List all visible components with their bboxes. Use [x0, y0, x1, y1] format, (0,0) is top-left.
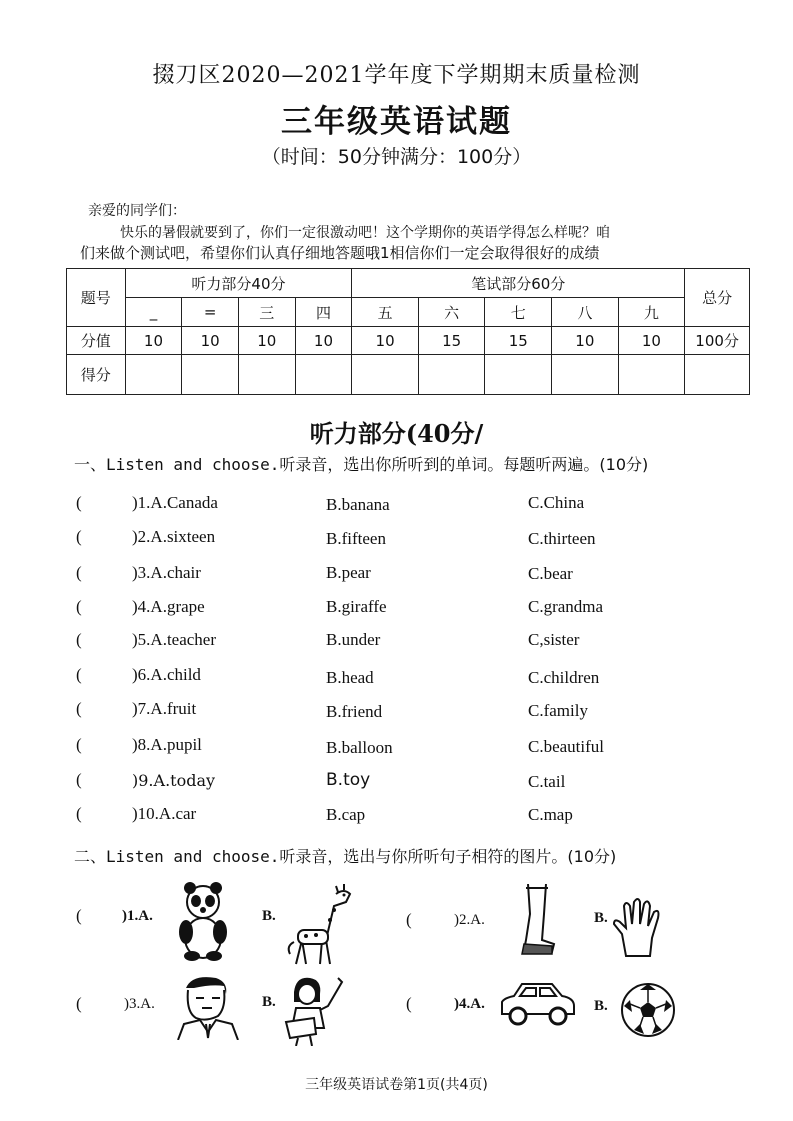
question-number: _ [125, 298, 182, 327]
score-cell[interactable] [125, 355, 182, 395]
answer-paren[interactable]: ( [76, 563, 82, 582]
option-a: )4.A.grape [132, 597, 205, 616]
option-b: B.pear [326, 563, 371, 582]
giraffe-picture [286, 884, 358, 968]
hand-picture [612, 898, 666, 958]
row-score-label: 得分 [67, 355, 126, 395]
option-a: )2.A.sixteen [132, 527, 216, 546]
part1-prefix: 一、Listen and choose. [74, 455, 280, 474]
score-cell[interactable] [552, 355, 619, 395]
score-cell[interactable] [618, 355, 685, 395]
option-b: B.fifteen [326, 529, 386, 548]
score-cell[interactable] [485, 355, 552, 395]
value-cell: 10 [352, 327, 419, 355]
section-title: 听力部分(40分/ [309, 419, 484, 448]
option-c: C,sister [528, 630, 580, 649]
answer-paren[interactable]: ( [406, 910, 412, 929]
question-number: = [182, 298, 239, 327]
option-a: )1.A.Canada [132, 493, 218, 512]
answer-paren[interactable]: ( [76, 597, 82, 616]
part2-prefix: 二、Listen and choose. [74, 847, 280, 866]
col-label: 题号 [67, 269, 126, 327]
pic-option-a-label: )4.A. [454, 996, 485, 1012]
pic-option-a-label: )2.A. [454, 912, 485, 928]
option-c: C.grandma [528, 597, 604, 616]
option-b: B.head [326, 668, 374, 687]
value-cell: 100分 [685, 327, 750, 355]
part2-heading [74, 844, 616, 867]
pic-option-b-label: B. [262, 908, 276, 924]
exam-time-info: （时间：50分钟满分：100分） [261, 146, 532, 168]
option-b: B.friend [326, 702, 383, 721]
option-a: )7.A.fruit [132, 699, 197, 718]
answer-paren[interactable]: ( [76, 493, 82, 512]
value-cell: 15 [485, 327, 552, 355]
score-cell[interactable] [182, 355, 239, 395]
car-picture [498, 980, 578, 1028]
option-b: B.under [326, 630, 381, 649]
exam-title: 掇刀区2020—2021学年度下学期期末质量检测 [152, 63, 641, 88]
score-cell[interactable] [685, 355, 750, 395]
option-a: )10.A.car [132, 804, 197, 823]
answer-paren[interactable]: ( [76, 906, 82, 925]
option-a: )3.A.chair [132, 563, 201, 582]
exam-subtitle: 三年级英语试题 [281, 104, 512, 140]
listening-header: 听力部分40分 [125, 269, 352, 298]
option-b: B.banana [326, 495, 390, 514]
intro-line-1: 快乐的暑假就要到了，你们一定很激动吧！这个学期你的英语学得怎么样呢？咱 [120, 225, 610, 241]
option-c: C.thirteen [528, 529, 596, 548]
option-b: B.cap [326, 805, 366, 824]
score-cell[interactable] [418, 355, 485, 395]
score-cell[interactable] [295, 355, 352, 395]
option-a: )6.A.child [132, 665, 201, 684]
option-c: C.beautiful [528, 737, 605, 756]
panda-picture [172, 882, 234, 962]
answer-paren[interactable]: ( [76, 804, 82, 823]
total-header: 总分 [685, 269, 750, 327]
value-cell: 10 [182, 327, 239, 355]
question-number: 八 [552, 298, 619, 327]
score-table [66, 268, 750, 395]
writing-header: 笔试部分60分 [352, 269, 685, 298]
option-c: C.family [528, 701, 588, 720]
pic-option-a-label: )1.A. [122, 908, 153, 924]
option-a: )9.A.today [132, 771, 216, 790]
row-value-label: 分值 [67, 327, 126, 355]
answer-paren[interactable]: ( [76, 630, 82, 649]
leg-picture [516, 884, 560, 958]
question-number: 九 [618, 298, 685, 327]
page-footer: 三年级英语试卷第1页(共4页) [305, 1077, 488, 1093]
part1-heading [74, 452, 648, 475]
answer-paren[interactable]: ( [76, 735, 82, 754]
option-a: )8.A.pupil [132, 735, 202, 754]
option-c: C.China [528, 493, 585, 512]
score-cell[interactable] [352, 355, 419, 395]
pic-option-b-label: B. [594, 910, 608, 926]
option-b: B.toy [326, 770, 371, 790]
option-c: C.children [528, 668, 600, 687]
intro-line-2: 们来做个测试吧，希望你们认真仔细地答题哦1相信你们一定会取得很好的成绩 [80, 244, 600, 262]
option-b: B.giraffe [326, 597, 387, 616]
value-cell: 10 [125, 327, 182, 355]
value-cell: 10 [238, 327, 295, 355]
score-cell[interactable] [238, 355, 295, 395]
part1-instruction: 听录音，选出你所听到的单词。每题听两遍。(10分) [279, 455, 649, 474]
answer-paren[interactable]: ( [76, 994, 82, 1013]
question-number: 六 [418, 298, 485, 327]
question-number: 五 [352, 298, 419, 327]
option-b: B.balloon [326, 738, 393, 757]
value-cell: 10 [295, 327, 352, 355]
answer-paren[interactable]: ( [406, 994, 412, 1013]
answer-paren[interactable]: ( [76, 699, 82, 718]
question-number: 四 [295, 298, 352, 327]
question-number: 三 [238, 298, 295, 327]
pic-option-a-label: )3.A. [124, 996, 155, 1012]
football-picture [620, 982, 676, 1038]
value-cell: 10 [552, 327, 619, 355]
option-c: C.bear [528, 564, 573, 583]
part2-instruction: 听录音，选出与你所听句子相符的图片。(10分) [279, 847, 617, 866]
option-a: )5.A.teacher [132, 630, 217, 649]
girl-picture [280, 974, 352, 1046]
greeting: 亲爱的同学们： [88, 203, 186, 219]
answer-paren[interactable]: ( [76, 665, 82, 684]
answer-paren[interactable]: ( [76, 770, 82, 789]
pic-option-b-label: B. [594, 998, 608, 1014]
value-cell: 15 [418, 327, 485, 355]
man-picture [172, 974, 244, 1040]
answer-paren[interactable]: ( [76, 527, 82, 546]
option-c: C.tail [528, 772, 566, 791]
question-number: 七 [485, 298, 552, 327]
value-cell: 10 [618, 327, 685, 355]
option-c: C.map [528, 805, 573, 824]
pic-option-b-label: B. [262, 994, 276, 1010]
